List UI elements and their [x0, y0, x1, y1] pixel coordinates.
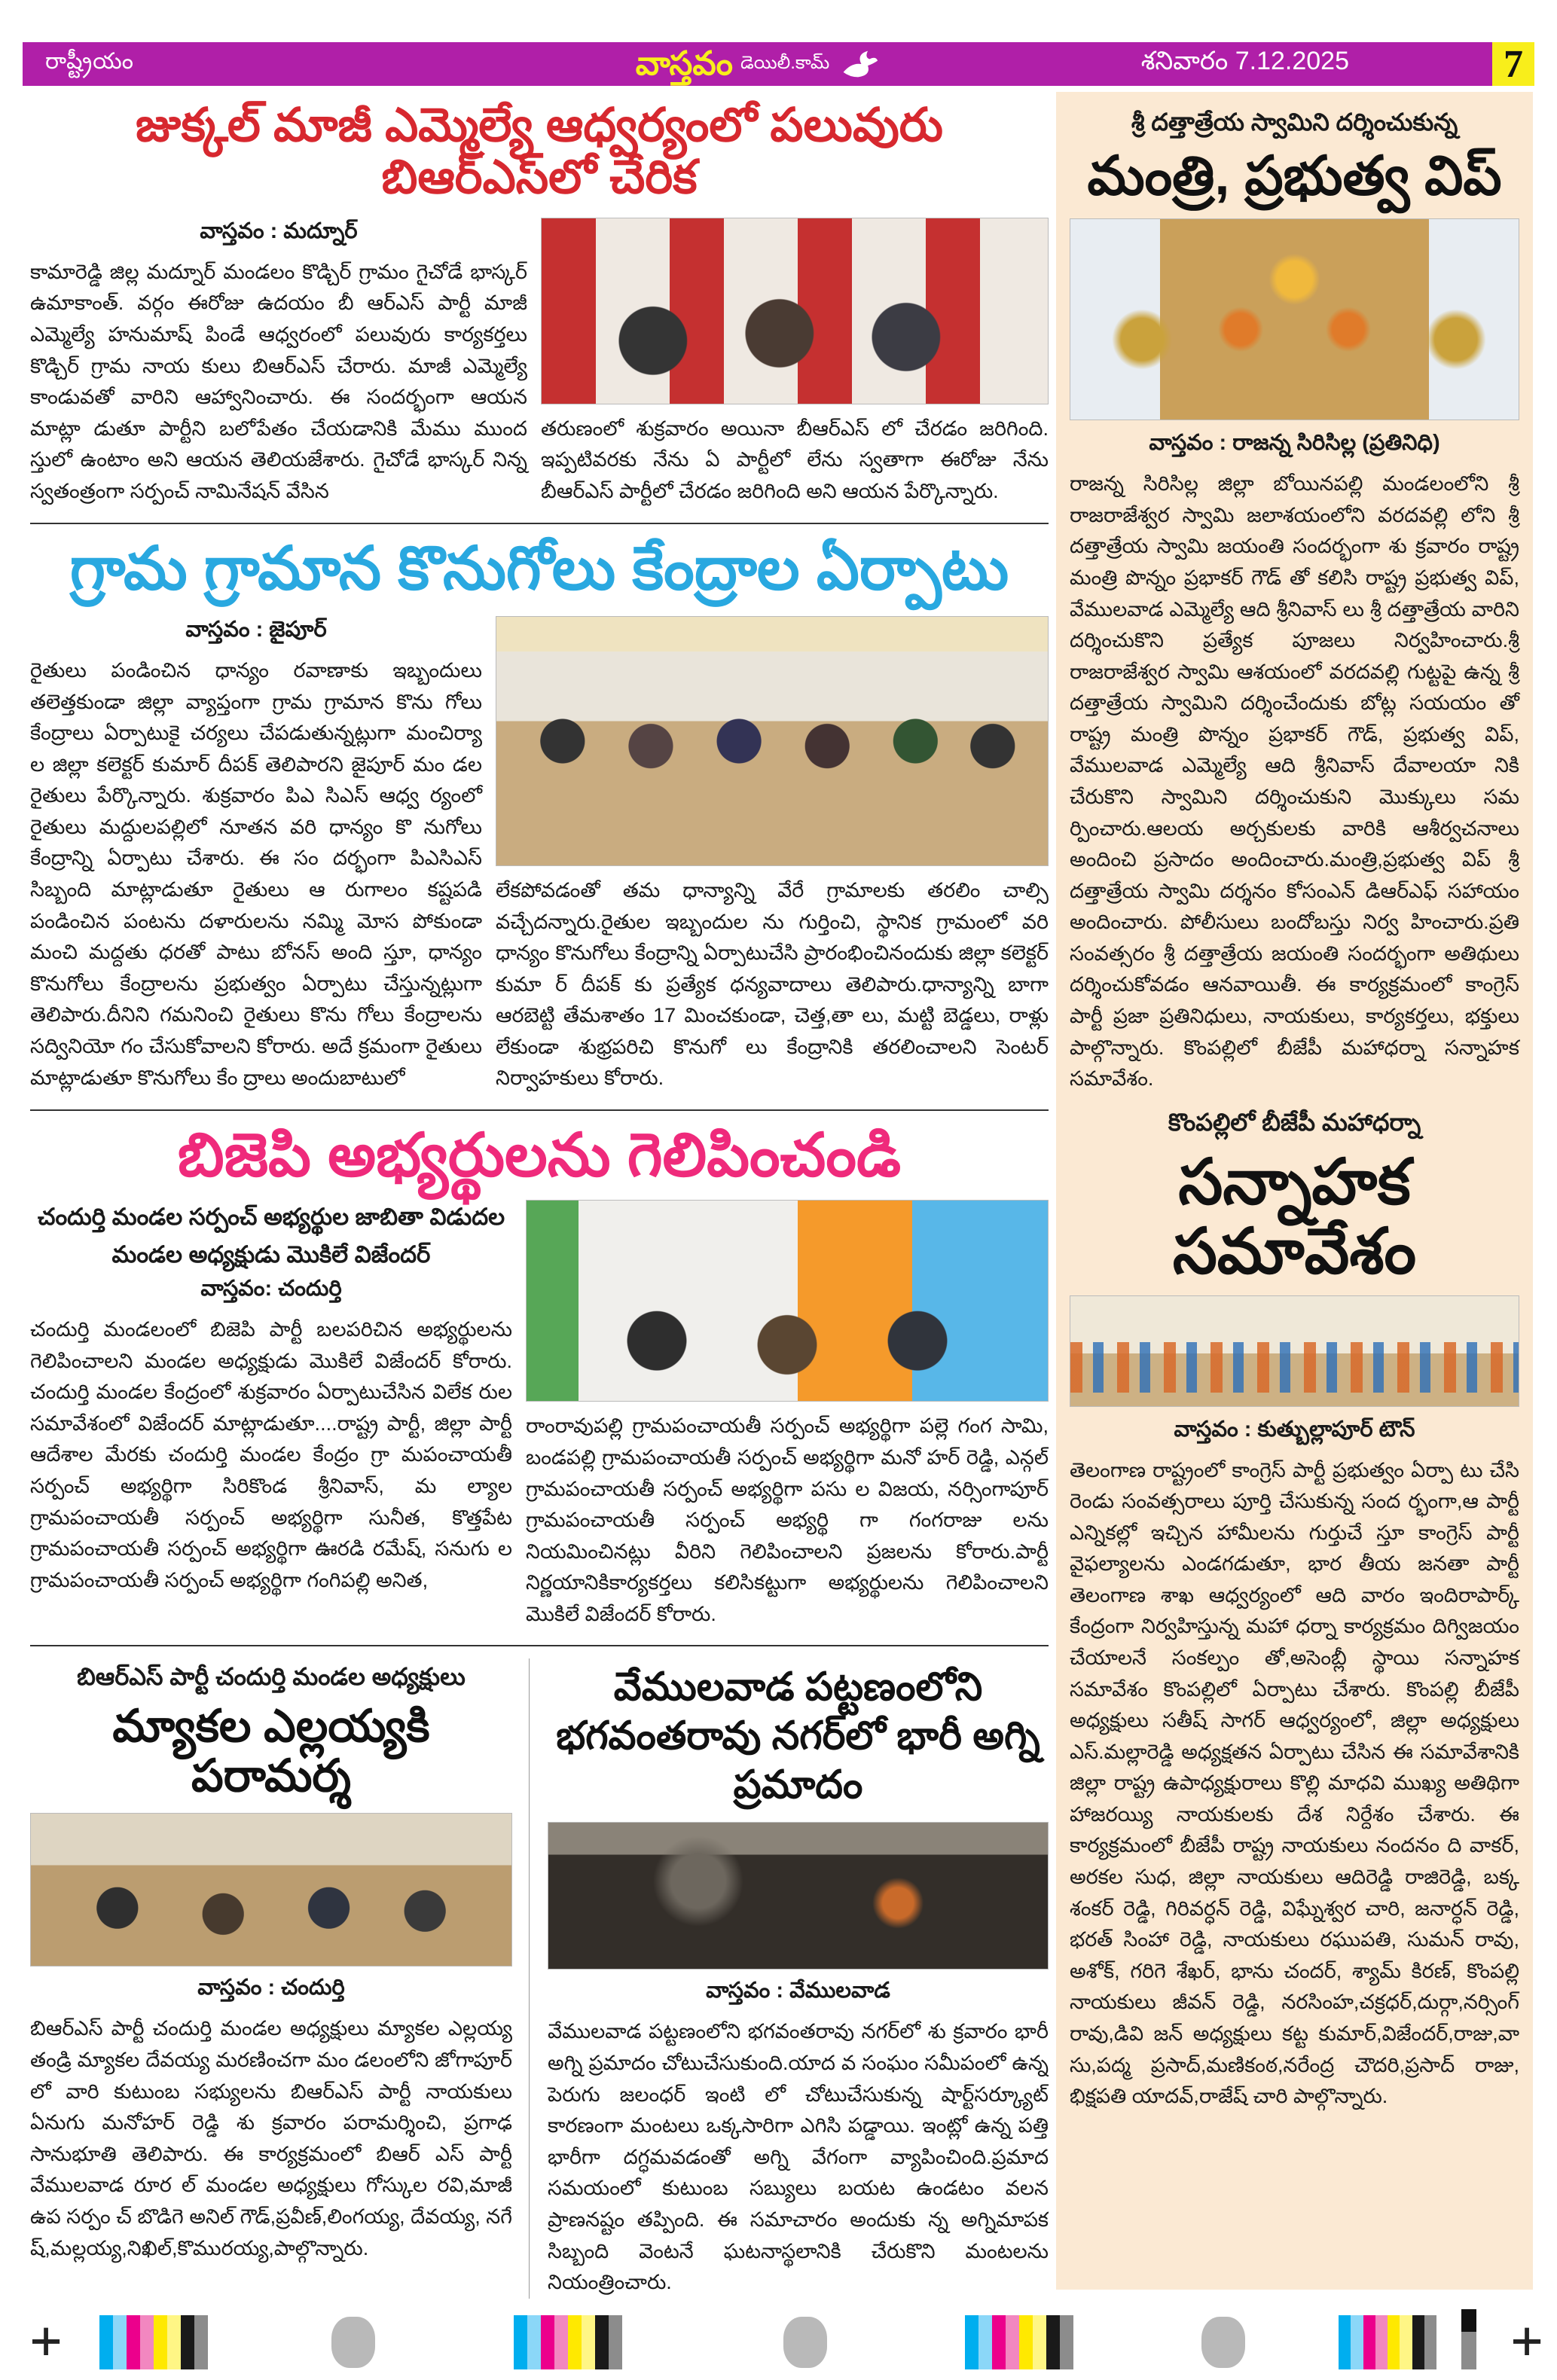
article-headline: మంత్రి, ప్రభుత్వ విప్: [1087, 146, 1502, 206]
page-number-box: [1492, 42, 1534, 86]
article-temple-visit: [1070, 108, 1519, 1095]
article-headline: గ్రామ గ్రామాన కొనుగోలు కేంద్రాల ఏర్పాటు: [69, 534, 1009, 602]
crop-mark-right: +: [1511, 2309, 1543, 2371]
article-headline: [548, 1663, 1049, 1810]
article-photo-column: [541, 218, 1049, 508]
color-bar-group: [514, 2315, 622, 2369]
article-body: రైతులు పండించిన ధాన్యం రవాణాకు ఇబ్బందులు తలెత్తకుండా జిల్లా వ్యాప్తంగా గ్రామ గ్రామాన కొను గోలు కేంద్రాలు ఏర్పాటుకై చర్యలు చేపడుతున్నట్లుగా మంచిర్యా ల జిల్లా కలెక్టర్ కుమార్ దీపక్ తెలిపారని జైపూర్ మం డల రైతులు పేర్కొన్నారు. శుక్రవారం పిఎ సిఎస్ ఆధ్వ ర్యంలో రైతులు మద్దులపల్లిలో నూతన వరి ధాన్యం కొ నుగోలు కేంద్రాన్ని ఏర్పాటు చేశారు. ఈ సం దర్భంగా పిఎసిఎస్ సిబ్బంది మాట్లాడుతూ రైతులు ఆ రుగాలం కష్టపడి పండించిన పంటను దళారులను నమ్మి మోస పోకుండా మంచి మద్దతు ధరతో పాటు బోనస్ అంది స్తూ, ధాన్యం కొనుగోలు కేంద్రాలను ప్రభుత్వం ఏర్పాటు చేస్తున్నట్లుగా తెలిపారు.దీనిని గమనించి రైతులు కొను గోలు కేంద్రాలను సద్వినియో గం చేసుకోవాలని కోరారు. అదే క్రమంగా రైతులు మాట్లాడుతూ కొనుగోలు కేం ద్రాలు అందుబాటులో: [30, 659, 482, 1089]
dateline: వాస్తవం : కుత్బుల్లాపూర్ టౌన్: [1174, 1417, 1415, 1442]
dateline: వాస్తవం : మద్నూర్: [200, 218, 358, 243]
section-divider: [30, 1109, 1049, 1111]
preparatory-meeting-photo: [1070, 1295, 1519, 1407]
article-headline: జుక్కల్ మాజీ ఎమ్మెల్యే ఆధ్వర్యంలో పలువురు బిఆర్ఎస్‌లో చేరిక: [136, 99, 943, 204]
article-photo-column: [526, 1200, 1049, 1630]
gray-patch: [331, 2317, 375, 2368]
color-bar-group: [1339, 2315, 1436, 2369]
article-body-row: [30, 218, 1049, 508]
article-photo-column: [496, 616, 1049, 1094]
article-bjp-meeting: [1070, 1109, 1519, 2113]
article-kicker: కొంపల్లిలో బీజేపీ మహాధర్నా: [1168, 1108, 1421, 1136]
density-patch: [1461, 2315, 1476, 2369]
color-bar-group: [965, 2315, 1073, 2369]
temple-darshan-photo: [1070, 218, 1519, 420]
condolence-photo: [30, 1813, 512, 1967]
article-body: తెలంగాణ రాష్ట్రంలో కాంగ్రెస్ పార్టీ ప్రభుత్వం ఏర్పా టు చేసి రెండు సంవత్సరాలు పూర్తి చేసుకున్న సంద ర్భంగా,ఆ పార్టీ ఎన్నికల్లో ఇచ్చిన హామీలను గుర్తుచే స్తూ కాంగ్రెస్ పార్టీ వైఫల్యాలను ఎండగడుతూ, భార తీయ జనతా పార్టీ తెలంగాణ శాఖ ఆధ్వర్యంలో ఆది వారం ఇందిరాపార్క్ కేంద్రంగా నిర్వహిస్తున్న మహా ధర్నా కార్యక్రమం దిగ్విజయం చేయాలనే సంకల్పం తో,అసెంబ్లీ స్థాయి సన్నాహక సమావేశం కొంపల్లిలో ఏర్పాటు చేశారు. కొంపల్లి బీజేపీ అధ్యక్షులు సతీష్ సాగర్ ఆధ్వర్యంలో, జిల్లా అధ్యక్షులు ఎస్.మల్లారెడ్డి అధ్యక్షతన ఏర్పాటు చేసిన ఈ సమావేశానికి జిల్లా రాష్ట్ర ఉపాధ్యక్షురాలు కొల్లి మాధవి ముఖ్య అతిథిగా హాజరయ్యి నాయకులకు దేశ నిర్దేశం చేశారు. ఈ కార్యక్రమంలో బీజేపీ రాష్ట్ర నాయకులు నందనం ది వాకర్, అరకల సుధ, జిల్లా నాయకులు ఆదిరెడ్డి రాజిరెడ్డి, బక్క శంకర్ రెడ్డి, గిరివర్ధన్ రెడ్డి, విఘ్నేశ్వర చారి, జనార్ధన్ రెడ్డి, భరత్ సింహా రెడ్డి, నాయకులు రఘుపతి, సుమన్ రావు, అశోక్, గరిగె శేఖర్, భాను చందర్, శ్యామ్ కిరణ్, కొంపల్లి నాయకులు జీవన్ రెడ్డి, నరసింహ,చక్రధర్,దుర్గా,నర్సింగ్ రావు,డివి జన్ అధ్యక్షులు కట్ట కుమార్,విజేందర్,రాజు,వా సు,పద్మ ప్రసాద్,మణికంఠ,నరేంద్ర చౌదరి,ప్రసాద్ రాజు, భిక్షపతి యాదవ్,రాజేష్ చారి పాల్గొన్నారు.: [1070, 1458, 1519, 2108]
article-body: కామారెడ్డి జిల్ల మద్నూర్ మండలం కొడ్చిర్ గ్రామం గైచోడే భాస్కర్ ఉమాకాంత్. వర్గం ఈరోజు ఉదయం బీ ఆర్ఎస్ పార్టీ మాజీ ఎమ్మెల్యే హనుమాష్ పిండే ఆధ్వరంలో పలువురు కార్యకర్తలు కొడ్చిర్ గ్రామ నాయ కులు బిఆర్ఎస్ చేరారు. మాజీ ఎమ్మెల్యే కాండువతో వారిని ఆహ్వానించారు. ఈ సందర్భంగా ఆయన మాట్లా డుతూ పార్టీని బలోపేతం చేయడానికి మేము ముంద స్తులో ఉంటాం అని ఆయన తెలియజేశారు. గైచోడే భాస్కర్ నిన్న స్వతంత్రంగా సర్పంచ్ నామినేషన్ వేసిన: [30, 260, 527, 502]
article-text-column: [30, 218, 527, 508]
article-fire-accident: [529, 1658, 1049, 2298]
headline-line2: భగవంతరావు నగర్‌లో భారీ అగ్ని ప్రమాదం: [556, 1714, 1040, 1808]
dove-logo-icon: [840, 47, 879, 81]
article-subhead: చందుర్తి మండల సర్పంచ్ అభ్యర్థుల జాబితా విడుదల: [37, 1204, 505, 1231]
article-kicker: బిఆర్ఎస్ పార్టీ చందుర్తి మండల అధ్యక్షులు: [77, 1663, 466, 1691]
article-body-continued: రాంరావుపల్లి గ్రామపంచాయతీ సర్పంచ్ అభ్యర్థిగా పల్లె గంగ సామి, బండపల్లి గ్రామపంచాయతీ సర్పంచ్ అభ్యర్థిగా మనో హర్ రెడ్డి, ఎన్గల్ గ్రామపంచాయతీ సర్పంచ్ అభ్యర్థిగా పసు ల విజయ, నర్సింగాపూర్ గ్రామపంచాయతీ సర్పంచ్ అభ్యర్థి గా గంగరాజు లను నియమించినట్లు వీరిని గెలిపించాలని ప్రజలను కోరారు.పార్టీ నిర్ణయానికికార్యకర్తలు కలిసికట్టుగా అభ్యర్థులను గెలిపించాలని మొకిలే విజేందర్ కోరారు.: [526, 1414, 1049, 1625]
paper-name: వాస్తవం: [635, 45, 733, 82]
article-procurement: [30, 536, 1049, 1111]
bjp-press-meet-photo: [526, 1200, 1049, 1402]
masthead: [23, 42, 1534, 86]
article-headline: మ్యాకల ఎల్లయ్యకి పరామర్శ: [112, 1701, 430, 1802]
article-subhead: మండల అధ్యక్షుడు మొకిలే విజేందర్: [111, 1241, 431, 1268]
masthead-bar: [23, 42, 1492, 86]
paper-title-group: [636, 47, 879, 81]
article-body-row: [30, 1200, 1049, 1630]
article-body: చందుర్తి మండలంలో బిజెపి పార్టీ బలపరిచిన అభ్యర్థులను గెలిపించాలని మండల అధ్యక్షుడు మొకిలే విజేందర్ కోరారు. చందుర్తి మండల కేంద్రంలో శుక్రవారం ఏర్పాటుచేసిన విలేక రుల సమావేశంలో విజేందర్ మాట్లాడుతూ....రాష్ట్ర పార్టీ, జిల్లా పార్టీ ఆదేశాల మేరకు చందుర్తి మండల కేంద్రం గ్రా మపంచాయతీ సర్పంచ్ అభ్యర్థిగా సిరికొండ శ్రీనివాస్, మ ల్యాల గ్రామపంచాయతీ సర్పంచ్ అభ్యర్థిగా సునీత, కొత్తపేట గ్రామపంచాయతీ సర్పంచ్ అభ్యర్థిగా ఊరడి రమేష్, సనుగు ల గ్రామపంచాయతీ సర్పంచ్ అభ్యర్థిగా గంగిపల్లి అనిత,: [30, 1318, 512, 1591]
bottom-article-row: [30, 1658, 1049, 2298]
gray-patch: [1201, 2317, 1245, 2368]
article-text-column: [30, 616, 482, 1094]
article-body: వేములవాడ పట్టణంలోని భగవంతరావు నగర్‌లో శు క్రవారం భారీ అగ్ని ప్రమాదం చోటుచేసుకుంది.యాద వ సంఘం సమీపంలో ఉన్న పెరుగు జలంధర్ ఇంటి లో చోటుచేసుకున్న షార్ట్‌సర్క్యూట్ కారణంగా మంటలు ఒక్కసారిగా ఎగిసి పడ్డాయి. ఇంట్లో ఉన్న పత్తి భారీగా దగ్ధమవడంతో అగ్ని వేగంగా వ్యాపించింది.ప్రమాద సమయంలో కుటుంబ సబ్యులు బయట ఉండటం వలన ప్రాణనష్టం తప్పింది. ఈ సమాచారం అందుకు న్న అగ్నిమాపక సిబ్బంది వెంటనే ఘటనాస్థలానికి చేరుకొని మంటలను నియంత్రించారు.: [548, 2020, 1049, 2294]
article-body: రాజన్న సిరిసిల్ల జిల్లా బోయినపల్లి మండలంలోని శ్రీ రాజరాజేశ్వర స్వామి జలాశయంలోని వరదవల్లి లోని శ్రీ దత్తాత్రేయ స్వామి జయంతి సందర్భంగా శు క్రవారం రాష్ట్ర మంత్రి పొన్నం ప్రభాకర్ గౌడ్ తో కలిసి రాష్ట్ర ప్రభుత్వ విప్, వేములవాడ ఎమ్మెల్యే ఆది శ్రీనివాస్ లు శ్రీ దత్తాత్రేయ వారిని దర్శించుకొని ప్రత్యేక పూజలు నిర్వహించారు.శ్రీ రాజరాజేశ్వర స్వామి ఆశయంలో వరదవల్లి గుట్టపై ఉన్న శ్రీ దత్తాత్రేయ స్వామిని దర్శించేందుకు బోట్ల సయయం తో రాష్ట్ర మంత్రి పొన్నం ప్రభాకర్ గౌడ్, ప్రభుత్వ విప్, వేములవాడ ఎమ్మెల్యే ఆది శ్రీనివాస్ దేవాలయా నికి చేరుకొని స్వామిని దర్శించుకుని మొక్కులు సమ ర్పించారు.ఆలయ అర్చకులకు వారికి ఆశీర్వచనాలు అందించి ప్రసాదం అందించారు.మంత్రి,ప్రభుత్వ విప్ శ్రీ దత్తాత్రేయ స్వామి దర్శనం కోసంఎన్ డిఆర్ఎఫ్ సహాయం అందించారు. పోలీసులు బందోబస్తు నిర్వ హించారు.ప్రతి సంవత్సరం శ్రీ దత్తాత్రేయ జయంతి సందర్భంగా అతిథులు దర్శించుకోవడం ఆనవాయితీ. ఈ కార్యక్రమంలో కాంగ్రెస్ పార్టీ ప్రజా ప్రతినిధులు, నాయకులు, కార్యకర్తలు, భక్తులు పాల్గొన్నారు. కొంపల్లిలో బీజేపీ మహాధర్నా సన్నాహక సమావేశం.: [1070, 472, 1519, 1091]
dateline: వాస్తవం: చందుర్తి: [200, 1277, 342, 1301]
article-bjp-candidates: [30, 1123, 1049, 1646]
article-text-column: [30, 1200, 512, 1596]
article-headline: బిజెపి అభ్యర్థులను గెలిపించండి: [177, 1121, 902, 1189]
dateline: వాస్తవం : వేములవాడ: [706, 1979, 890, 2003]
crop-mark-left: +: [30, 2309, 63, 2371]
page-number: 7: [1504, 42, 1523, 86]
brs-joining-photo: [541, 218, 1049, 404]
procurement-centre-photo: [496, 616, 1049, 866]
right-column: [1056, 92, 1533, 2290]
section-divider: [30, 523, 1049, 524]
main-column: [30, 96, 1049, 2308]
article-body-continued: తరుణంలో శుక్రవారం అయినా బీఆర్ఎస్ లో చేరడం జరిగింది. ఇప్పటివరకు నేను ఏ పార్టీలో లేను స్వతాగా ఈరోజు నేను బీఆర్ఎస్ పార్టీలో చేరడం జరిగింది అని ఆయన పేర్కొన్నారు.: [541, 416, 1049, 503]
article-body-row: [30, 616, 1049, 1094]
section-divider: [30, 1645, 1049, 1646]
article-body: బిఆర్ఎస్ పార్టీ చందుర్తి మండల అధ్యక్షులు మ్యాకల ఎల్లయ్య తండ్రి మ్యాకల దేవయ్య మరణించగా మం డలంలోని జోగాపూర్ లో వారి కుటుంబ సభ్యులను బిఆర్ఎస్ పార్టీ నాయకులు ఏనుగు మనోహర్ రెడ్డి శు క్రవారం పరామర్శించి, ప్రగాఢ సానుభూతి తెలిపారు. ఈ కార్యక్రమంలో బిఆర్ ఎస్ పార్టీ వేములవాడ రూర ల్ మండల అధ్యక్షులు గోస్కుల రవి,మాజీ ఉప సర్పం చ్ బొడిగె అనిల్ గౌడ్,ప్రవీణ్,లింగయ్య, దేవయ్య, నగే ష్,మల్లయ్య,నిఖిల్,కొమురయ్య,పాల్గొన్నారు.: [30, 2017, 512, 2259]
article-condolence: [30, 1658, 512, 2264]
article-kicker: శ్రీ దత్తాత్రేయ స్వామిని దర్శించుకున్న: [1131, 108, 1458, 136]
section-label: రాష్ట్రీయం: [45, 48, 134, 74]
headline-line1: వేములవాడ పట్టణంలోని: [613, 1665, 983, 1710]
dateline: వాస్తవం : రాజన్న సిరిసిల్ల (ప్రతినిధి): [1149, 431, 1440, 456]
article-headline: సన్నాహక సమావేశం: [1172, 1146, 1417, 1287]
dateline: వాస్తవం : చందుర్తి: [197, 1976, 345, 2000]
issue-date: శనివారం 7.12.2025: [1140, 46, 1349, 75]
dateline: వాస్తవం : జైపూర్: [185, 618, 327, 642]
gray-patch: [783, 2317, 827, 2368]
article-brs-joining: [30, 99, 1049, 524]
print-registration-strip: [0, 2309, 1557, 2372]
article-body-continued: లేకపోవడంతో తమ ధాన్యాన్ని వేరే గ్రామాలకు తరలిం చాల్సి వచ్చేదన్నారు.రైతుల ఇబ్బందుల ను గుర్తించి, స్థానిక గ్రామంలో వరి ధాన్యం కొనుగోలు కేంద్రాన్ని ఏర్పాటుచేసి ప్రారంభించినందుకు జిల్లా కలెక్టర్ కుమా ర్ దీపక్ కు ప్రత్యేక ధన్యవాదాలు తెలిపారు.ధాన్యాన్ని బాగా ఆరబెట్టి తేమశాతం 17 మించకుండా, చెత్త,తా లు, మట్టి బెడ్డలు, రాళ్లు లేకుండా శుభ్రపరిచి కొనుగో లు కేంద్రానికి తరలించాలని సెంటర్ నిర్వాహకులు కోరారు.: [496, 879, 1049, 1090]
fire-accident-photo: [548, 1822, 1049, 1970]
paper-suffix: డెయిలీ.కామ్: [740, 53, 830, 73]
color-bar-group: [99, 2315, 208, 2369]
